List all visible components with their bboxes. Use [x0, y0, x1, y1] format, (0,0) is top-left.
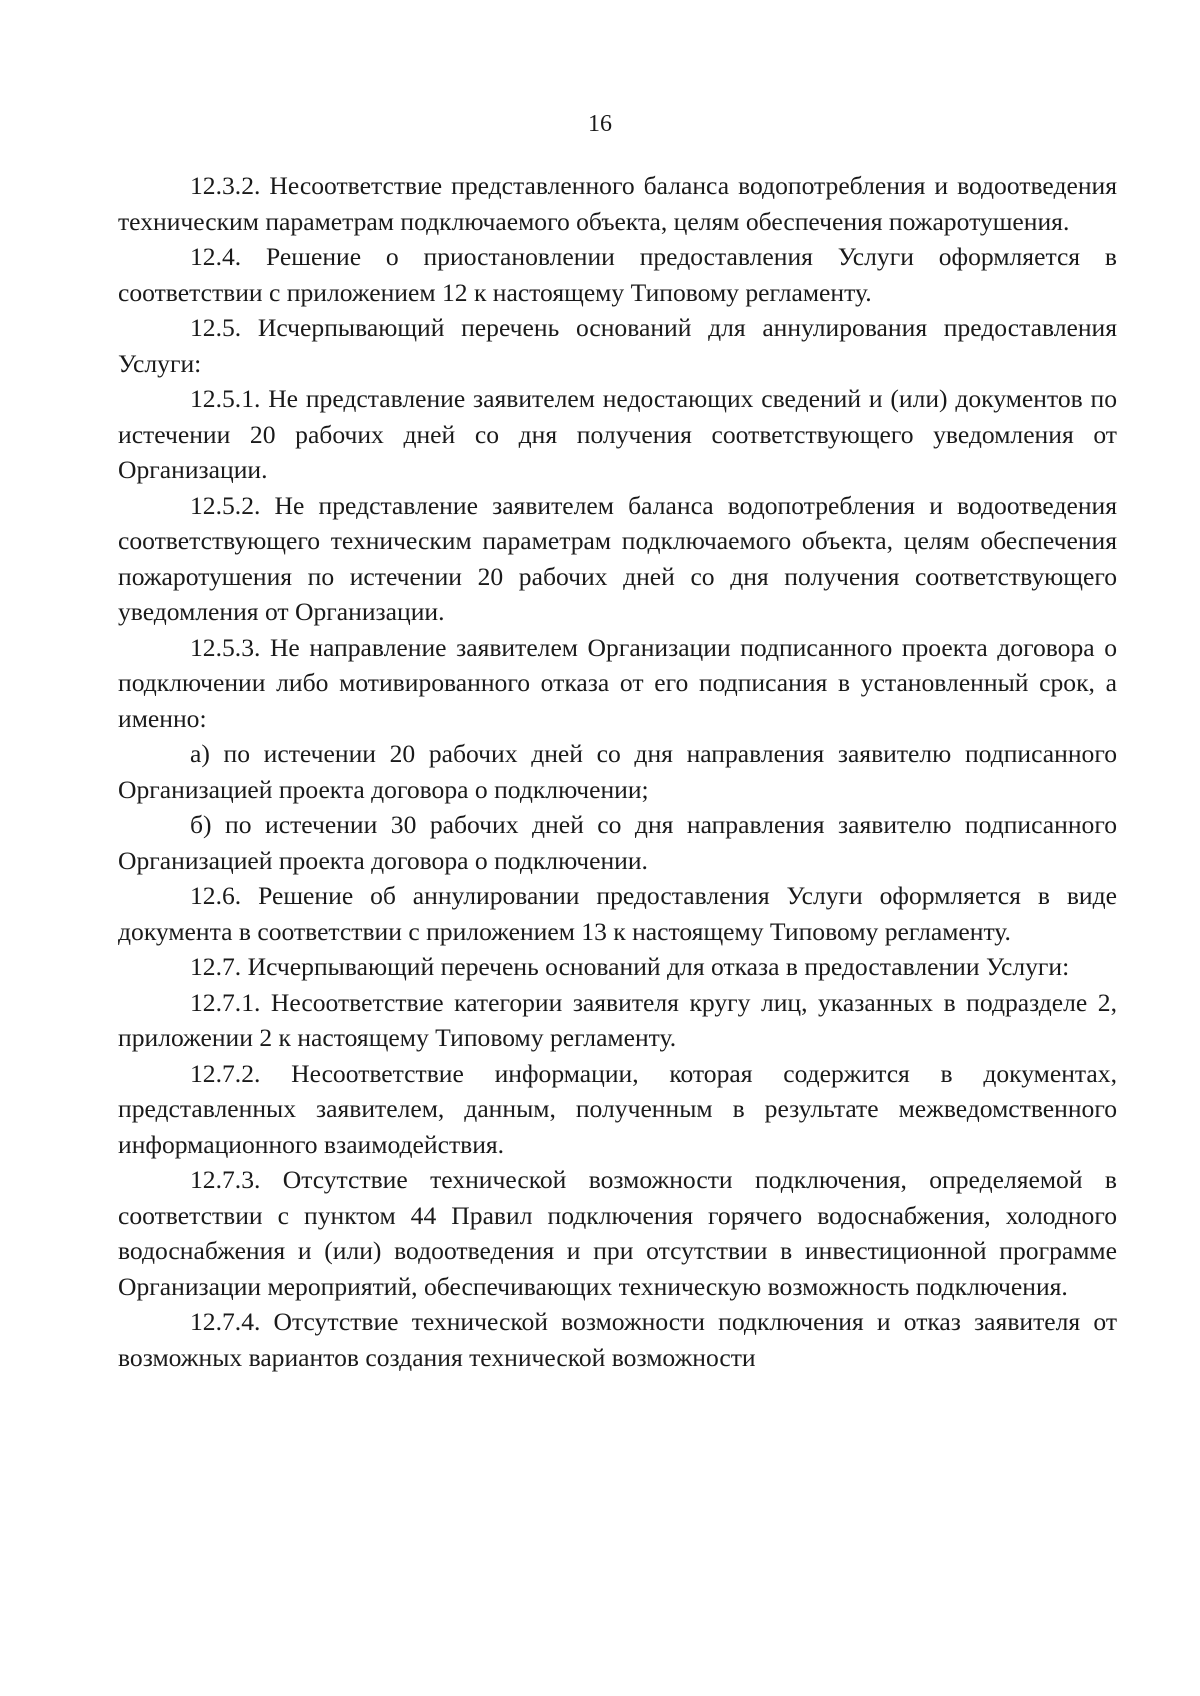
list-item-a: а) по истечении 20 рабочих дней со дня направления заявителю подписанного Организацией проекта договора о подключении;	[118, 739, 1117, 804]
paragraph-12-3-2: 12.3.2. Несоответствие представленного баланса водопотребления и водоотведения техническим параметрам подключаемого объекта, целям обеспечения пожаротушения.	[118, 171, 1117, 236]
paragraph-12-5: 12.5. Исчерпывающий перечень оснований для аннулирования предоставления Услуги:	[118, 313, 1117, 378]
paragraph-12-5-2: 12.5.2. Не представление заявителем баланса водопотребления и водоотведения соответствующего техническим параметрам подключаемого объекта, целям обеспечения пожаротушения по истечении 20 рабочих дней со дня получения соответствующего уведомления от Организации.	[118, 490, 1117, 626]
paragraph-12-7-4: 12.7.4. Отсутствие технической возможности подключения и отказ заявителя от возможных вариантов создания технической возможности	[118, 1307, 1117, 1372]
paragraph-12-7-1: 12.7.1. Несоответствие категории заявителя кругу лиц, указанных в подразделе 2, приложении 2 к настоящему Типовому регламенту.	[118, 987, 1117, 1052]
paragraph-12-7-2: 12.7.2. Несоответствие информации, которая содержится в документах, представленных заявителем, данным, полученным в результате межведомственного информационного взаимодействия.	[118, 1058, 1117, 1159]
paragraph-12-7: 12.7. Исчерпывающий перечень оснований для отказа в предоставлении Услуги:	[190, 952, 1070, 981]
paragraph-12-7-3: 12.7.3. Отсутствие технической возможности подключения, определяемой в соответствии с пунктом 44 Правил подключения горячего водоснабжения, холодного водоснабжения и (или) водоотведения и при отсутствии в инвестиционной программе Организации мероприятий, обеспечивающих техническую возможность подключения.	[118, 1165, 1117, 1301]
paragraph-12-4: 12.4. Решение о приостановлении предоставления Услуги оформляется в соответствии с приложением 12 к настоящему Типовому регламенту.	[118, 242, 1117, 307]
paragraph-12-5-1: 12.5.1. Не представление заявителем недостающих сведений и (или) документов по истечении 20 рабочих дней со дня получения соответствующего уведомления от Организации.	[118, 384, 1117, 484]
list-item-b: б) по истечении 30 рабочих дней со дня направления заявителю подписанного Организацией проекта договора о подключении.	[118, 810, 1117, 875]
document-body	[118, 168, 1117, 1375]
paragraph-12-5-3: 12.5.3. Не направление заявителем Организации подписанного проекта договора о подключении либо мотивированного отказа от его подписания в установленный срок, а именно:	[118, 632, 1117, 733]
paragraph-12-6: 12.6. Решение об аннулировании предоставления Услуги оформляется в виде документа в соответствии с приложением 13 к настоящему Типовому регламенту.	[118, 881, 1117, 946]
page-number: 16	[588, 111, 612, 137]
